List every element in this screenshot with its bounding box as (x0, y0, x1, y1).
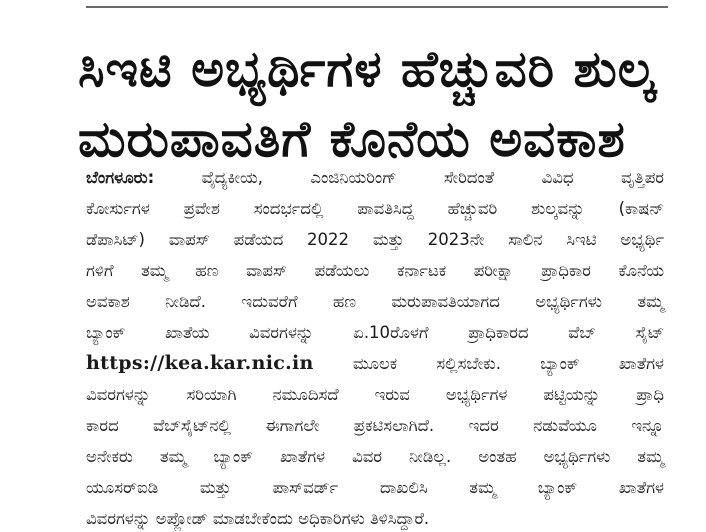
article-line: ಯೂಸರ್‌ಐಡಿ ಮತ್ತು ಪಾಸ್‌ವರ್ಡ್ ದಾಖಲಿಸಿ ತಮ್ಮ ಬ್ಯಾಂಕ್ ಖಾತೆಗಳ (86, 478, 664, 497)
dateline: ಬೆಂಗಳೂರು: (86, 168, 155, 187)
headline-line-2: ಮರುಪಾವತಿಗೆ ಕೊನೆಯ ಅವಕಾಶ (78, 110, 626, 168)
article-line (86, 348, 664, 379)
article-line: ಕಾರದ ವೆಬ್‌ಸೈಟ್‌ನಲ್ಲಿ ಈಗಾಗಲೇ ಪ್ರಕಟಿಸಲಾಗಿದೆ. ಇದರ ನಡುವೆಯೂ ಇನ್ನೂ (86, 416, 664, 435)
headline (78, 34, 678, 174)
top-divider-rule (86, 6, 668, 8)
article-line: ಬ್ಯಾಂಕ್ ಖಾತೆಯ ವಿವರಗಳನ್ನು ಏ.10ರೊಳಗೆ ಪ್ರಾಧಿಕಾರದ ವೆಬ್ ಸೈಟ್ (86, 323, 664, 342)
headline-line-1: ಸಿಇಟಿ ಅಭ್ಯರ್ಥಿಗಳ ಹೆಚ್ಚುವರಿ ಶುಲ್ಕ (78, 40, 656, 98)
website-url: https://kea.kar.nic.in (86, 352, 314, 374)
article-line: ಡೆಪಾಸಿಟ್) ವಾಪಸ್ ಪಡೆಯದ 2022 ಮತ್ತು 2023ನೇ ಸಾಲಿನ ಸಿಇಟಿ ಅಭ್ಯರ್ಥಿ (86, 230, 664, 249)
article-line: ಅವಕಾಶ ನೀಡಿದೆ. ಇದುವರೆಗೆ ಹಣ ಮರುಪಾವತಿಯಾಗದ ಅಭ್ಯರ್ಥಿಗಳು ತಮ್ಮ (86, 292, 664, 311)
article-line: ವಿವರಗಳನ್ನು ಸರಿಯಾಗಿ ನಮೂದಿಸದೆ ಇರುವ ಅಭ್ಯರ್ಥಿಗಳ ಪಟ್ಟಿಯನ್ನು ಪ್ರಾಧಿ (86, 385, 664, 404)
article-line-text: ಮೂಲಕ ಸಲ್ಲಿಸಬೇಕು. ಬ್ಯಾಂಕ್ ಖಾತೆಗಳ (313, 354, 664, 373)
article-line (86, 162, 664, 193)
article-body (86, 162, 664, 532)
article-line: ಅನೇಕರು ತಮ್ಮ ಬ್ಯಾಂಕ್ ಖಾತೆಗಳ ವಿವರ ನೀಡಿಲ್ಲ. ಅಂತಹ ಅಭ್ಯರ್ಥಿಗಳು ತಮ್ಮ (86, 447, 664, 466)
article-line: ಗಳಿಗೆ ತಮ್ಮ ಹಣ ವಾಪಸ್ ಪಡೆಯಲು ಕರ್ನಾಟಕ ಪರೀಕ್ಷಾ ಪ್ರಾಧಿಕಾರ ಕೊನೆಯ (86, 261, 664, 280)
article-line-text: ವೈದ್ಯಕೀಯ, ಎಂಜಿನಿಯರಿಂಗ್ ಸೇರಿದಂತೆ ವಿವಿಧ ವೃತ್ತಿಪರ (154, 168, 664, 187)
article-line: ವಿವರಗಳನ್ನು ಅಪ್ಲೋಡ್ ಮಾಡಬೇಕೆಂದು ಅಧಿಕಾರಿಗಳು ತಿಳಿಸಿದ್ದಾರೆ. (86, 509, 430, 528)
article-line: ಕೋರ್ಸುಗಳ ಪ್ರವೇಶ ಸಂದರ್ಭದಲ್ಲಿ ಪಾವತಿಸಿದ್ದ ಹೆಚ್ಚುವರಿ ಶುಲ್ಕವನ್ನು (ಕಾಷನ್ (86, 199, 664, 218)
